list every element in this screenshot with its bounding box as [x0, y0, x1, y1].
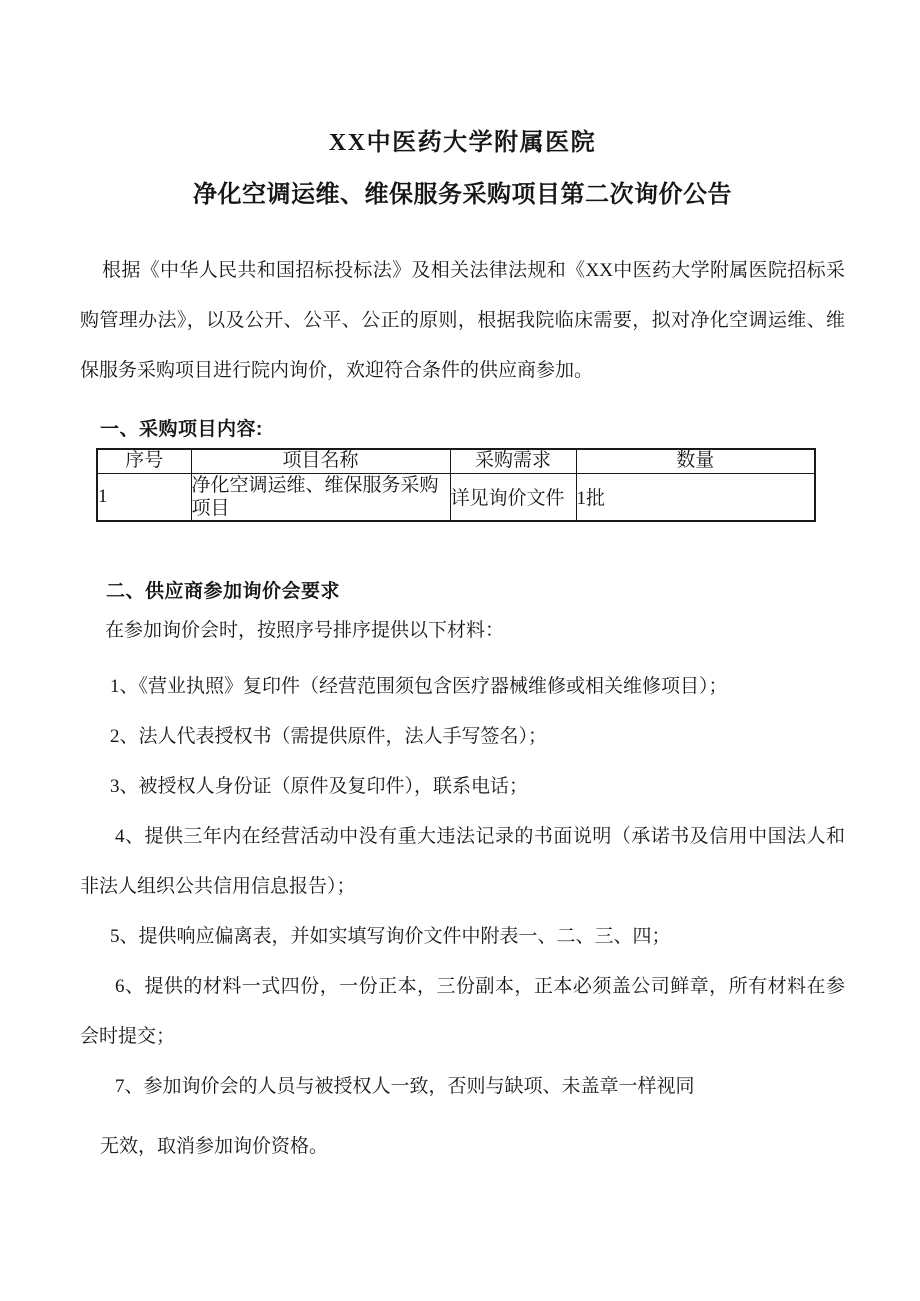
cell-requirement: 详见询价文件 [450, 473, 576, 521]
requirement-item-7: 7、参加询价会的人员与被授权人一致，否则与缺项、未盖章一样视同 [115, 1076, 695, 1097]
cell-project-name: 净化空调运维、维保服务采购项目 [191, 473, 450, 521]
section2-heading: 二、供应商参加询价会要求 [106, 581, 341, 602]
section2-intro: 在参加询价会时，按照序号排序提供以下材料： [105, 620, 505, 641]
column-header-project-name: 项目名称 [191, 449, 450, 473]
requirement-item-3: 3、被授权人身份证（原件及复印件），联系电话； [110, 776, 529, 797]
requirement-item-2: 2、法人代表授权书（需提供原件，法人手写签名）； [110, 726, 548, 747]
cell-quantity: 1批 [576, 473, 815, 521]
table-header-row [97, 449, 815, 473]
doc-title-line1: XX中医药大学附属医院 [328, 130, 597, 156]
section1-heading: 一、采购项目内容: [100, 419, 263, 440]
requirement-item-5: 5、提供响应偏离表，并如实填写询价文件中附表一、二、三、四； [110, 926, 671, 947]
column-header-requirement: 采购需求 [450, 449, 576, 473]
procurement-items-table [96, 448, 816, 522]
cell-seq: 1 [97, 473, 191, 521]
intro-paragraph: 根据《中华人民共和国招标投标法》及相关法律法规和《XX中医药大学附属医院招标采购管理办法》，以及公开、公平、公正的原则，根据我院临床需要，拟对净化空调运维、维保服务采购项目进行院内询价，欢迎符合条件的供应商参加。 [80, 260, 845, 381]
doc-title-line2: 净化空调运维、维保服务采购项目第二次询价公告 [193, 182, 732, 208]
column-header-seq: 序号 [97, 449, 191, 473]
requirement-item-4: 4、提供三年内在经营活动中没有重大违法记录的书面说明（承诺书及信用中国法人和非法人组织公共信用信息报告）； [80, 826, 845, 897]
requirement-item-1: 1、《营业执照》复印件（经营范围须包含医疗器械维修或相关维修项目）； [110, 676, 728, 697]
column-header-quantity: 数量 [576, 449, 815, 473]
table-row [97, 473, 815, 521]
requirement-item-6: 6、提供的材料一式四份，一份正本，三份副本，正本必须盖公司鲜章，所有材料在参会时提交； [80, 976, 845, 1047]
closing-line: 无效，取消参加询价资格。 [100, 1136, 329, 1157]
